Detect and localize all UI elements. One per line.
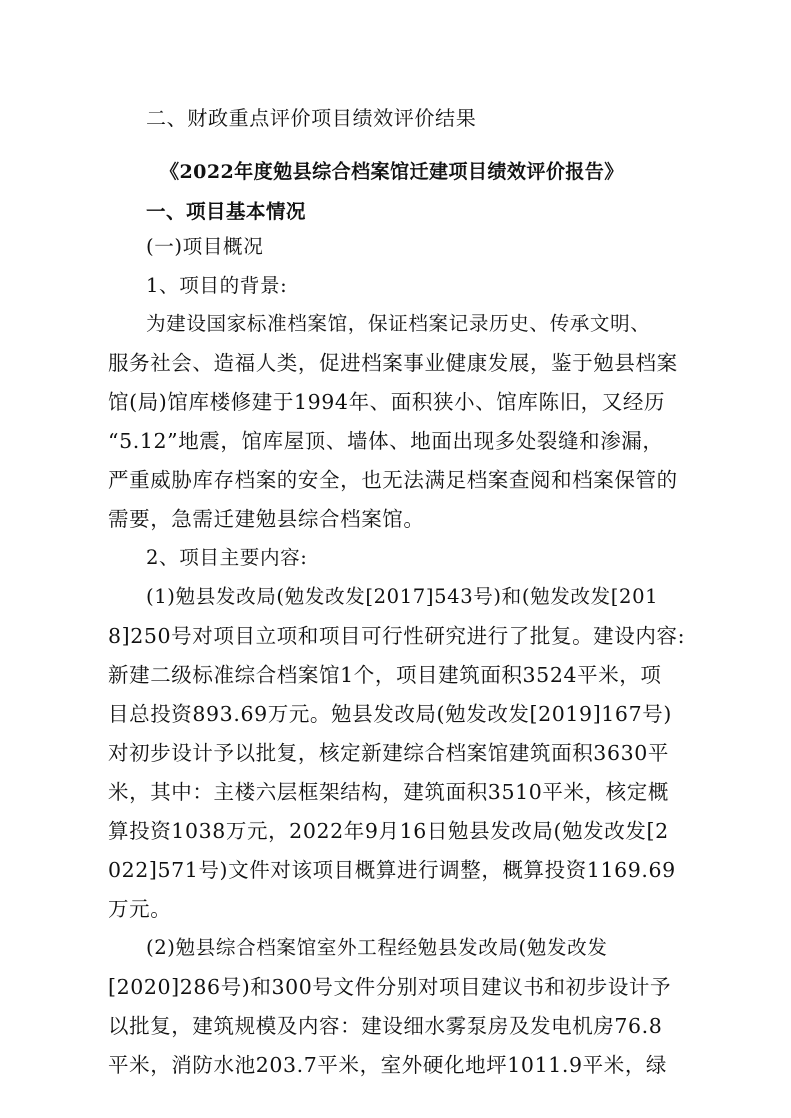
background-line: “5.12”地震，馆库屋顶、墙体、地面出现多处裂缝和渗漏， [108, 429, 664, 453]
content-line: 目总投资893.69万元。勉县发改局(勉发改发[2019]167号) [108, 702, 672, 726]
item-1-label: 1、项目的背景: [146, 274, 288, 297]
content-line: 算投资1038万元，2022年9月16日勉县发改局(勉发改发[2 [108, 819, 669, 843]
content-line: (2)勉县综合档案馆室外工程经勉县发改局(勉发改发 [146, 936, 608, 959]
background-line: 为建设国家标准档案馆，保证档案记录历史、传承文明、 [146, 312, 651, 335]
report-title: 《2022年度勉县综合档案馆迁建项目绩效评价报告》 [160, 161, 624, 183]
content-line: (1)勉县发改局(勉发改发[2017]543号)和(勉发改发[201 [146, 585, 659, 608]
content-line: [2020]286号)和300号文件分别对项目建议书和初步设计予 [108, 975, 672, 999]
content-line: 新建二级标准综合档案馆1个，项目建筑面积3524平米，项 [108, 663, 662, 687]
content-line: 万元。 [108, 897, 172, 921]
part-one-heading: 一、项目基本情况 [146, 200, 306, 223]
content-line: 米，其中：主楼六层框架结构，建筑面积3510平米，核定概 [108, 780, 669, 804]
background-line: 服务社会、造福人类，促进档案事业健康发展，鉴于勉县档案 [108, 351, 678, 375]
content-line: 以批复，建筑规模及内容：建设细水雾泵房及发电机房76.8 [108, 1014, 663, 1038]
background-line: 需要，急需迁建勉县综合档案馆。 [108, 507, 425, 531]
content-line: 对初步设计予以批复，核定新建综合档案馆建筑面积3630平 [108, 741, 669, 765]
subsection-heading: (一)项目概况 [146, 235, 264, 258]
content-line: 8]250号对项目立项和项目可行性研究进行了批复。建设内容: [108, 624, 686, 648]
background-line: 严重威胁库存档案的安全，也无法满足档案查阅和档案保管的 [108, 468, 678, 492]
content-line: 平米，消防水池203.7平米，室外硬化地坪1011.9平米，绿 [108, 1053, 668, 1077]
section-heading: 二、财政重点评价项目绩效评价结果 [146, 106, 477, 130]
item-2-label: 2、项目主要内容: [146, 546, 308, 569]
content-line: 022]571号)文件对该项目概算进行调整，概算投资1169.69 [108, 858, 676, 882]
background-line: 馆(局)馆库楼修建于1994年、面积狭小、馆库陈旧，又经历 [108, 390, 666, 414]
